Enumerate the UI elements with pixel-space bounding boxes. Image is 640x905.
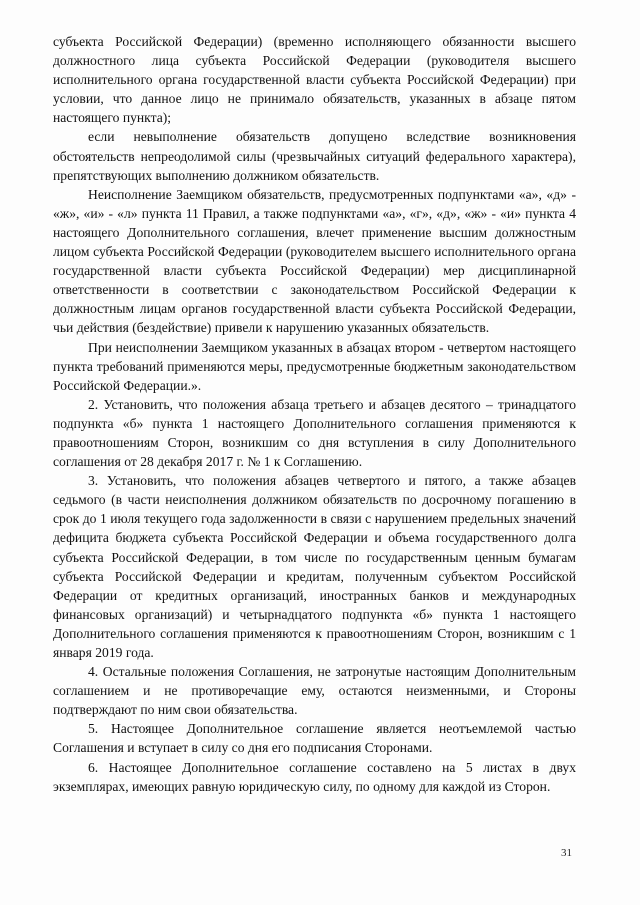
paragraph-continuation: субъекта Российской Федерации) (временно исполняющего обязанности высшего должностного лица субъекта Российской Федерации (руководителя высшего исполнительного органа государственной власти субъекта Российской Федерации) при условии, что данное лицо не принимало обязательств, указанных в абзаце пятом настоящего пункта); (53, 34, 576, 126)
paragraph-force-majeure: если невыполнение обязательств допущено вследствие возникновения обстоятельств непреодолимой силы (чрезвычайных ситуаций федерального характера), препятствующих выполнению должником обязательств. (53, 129, 576, 183)
paragraph-clause-6: 6. Настоящее Дополнительное соглашение составлено на 5 листах в двух экземплярах, имеющих равную юридическую силу, по одному для каждой из Сторон. (53, 759, 576, 794)
paragraph-clause-5: 5. Настоящее Дополнительное соглашение является неотъемлемой частью Соглашения и вступает в силу со дня его подписания Сторонами. (53, 721, 576, 756)
paragraph-measures: При неисполнении Заемщиком указанных в абзацах втором - четвертом настоящего пункта требований применяются меры, предусмотренные бюджетным законодательством Российской Федерации.». (53, 339, 576, 393)
paragraph-clause-2: 2. Установить, что положения абзаца третьего и абзацев десятого – тринадцатого подпункта «б» пункта 1 настоящего Дополнительного соглашения применяются к правоотношениям Сторон, возникшим со дня вступления в силу Дополнительного соглашения от 28 декабря 2017 г. № 1 к Соглашению. (53, 396, 576, 470)
page-number: 31 (561, 847, 572, 859)
paragraph-clause-4: 4. Остальные положения Соглашения, не затронутые настоящим Дополнительным соглашением и не противоречащие ему, остаются неизменными, и Стороны подтверждают по ним свои обязательства. (53, 664, 576, 718)
paragraph-non-fulfillment: Неисполнение Заемщиком обязательств, предусмотренных подпунктами «а», «д» - «ж», «и» - «л» пункта 11 Правил, а также подпунктами «а», «г», «д», «ж» - «и» пункта 4 настоящего Дополнительного соглашения, влечет применение высшим должностным лицом субъекта Российской Федерации (руководителем высшего исполнительного органа государственной власти субъекта Российской Федерации) мер дисциплинарной ответственности в соответствии с законодательством Российской Федерации к должностным лицам органов государственной власти субъекта Российской Федерации, чьи действия (бездействие) привели к нарушению указанных обязательств. (53, 186, 576, 336)
paragraph-clause-3: 3. Установить, что положения абзацев четвертого и пятого, а также абзацев седьмого (в части неисполнения должником обязательств по досрочному погашению в срок до 1 июля текущего года задолженности в связи с нарушением предельных значений дефицита бюджета субъекта Российской Федерации и объема государственного долга субъекта Российской Федерации, в том числе по государственным ценным бумагам субъекта Российской Федерации и кредитам, полученным субъектом Российской Федерации от кредитных организаций, иностранных банков и международных финансовых организаций) и четырнадцатого подпункта «б» пункта 1 настоящего Дополнительного соглашения применяются к правоотношениям Сторон, возникшим с 1 января 2019 года. (53, 473, 576, 660)
